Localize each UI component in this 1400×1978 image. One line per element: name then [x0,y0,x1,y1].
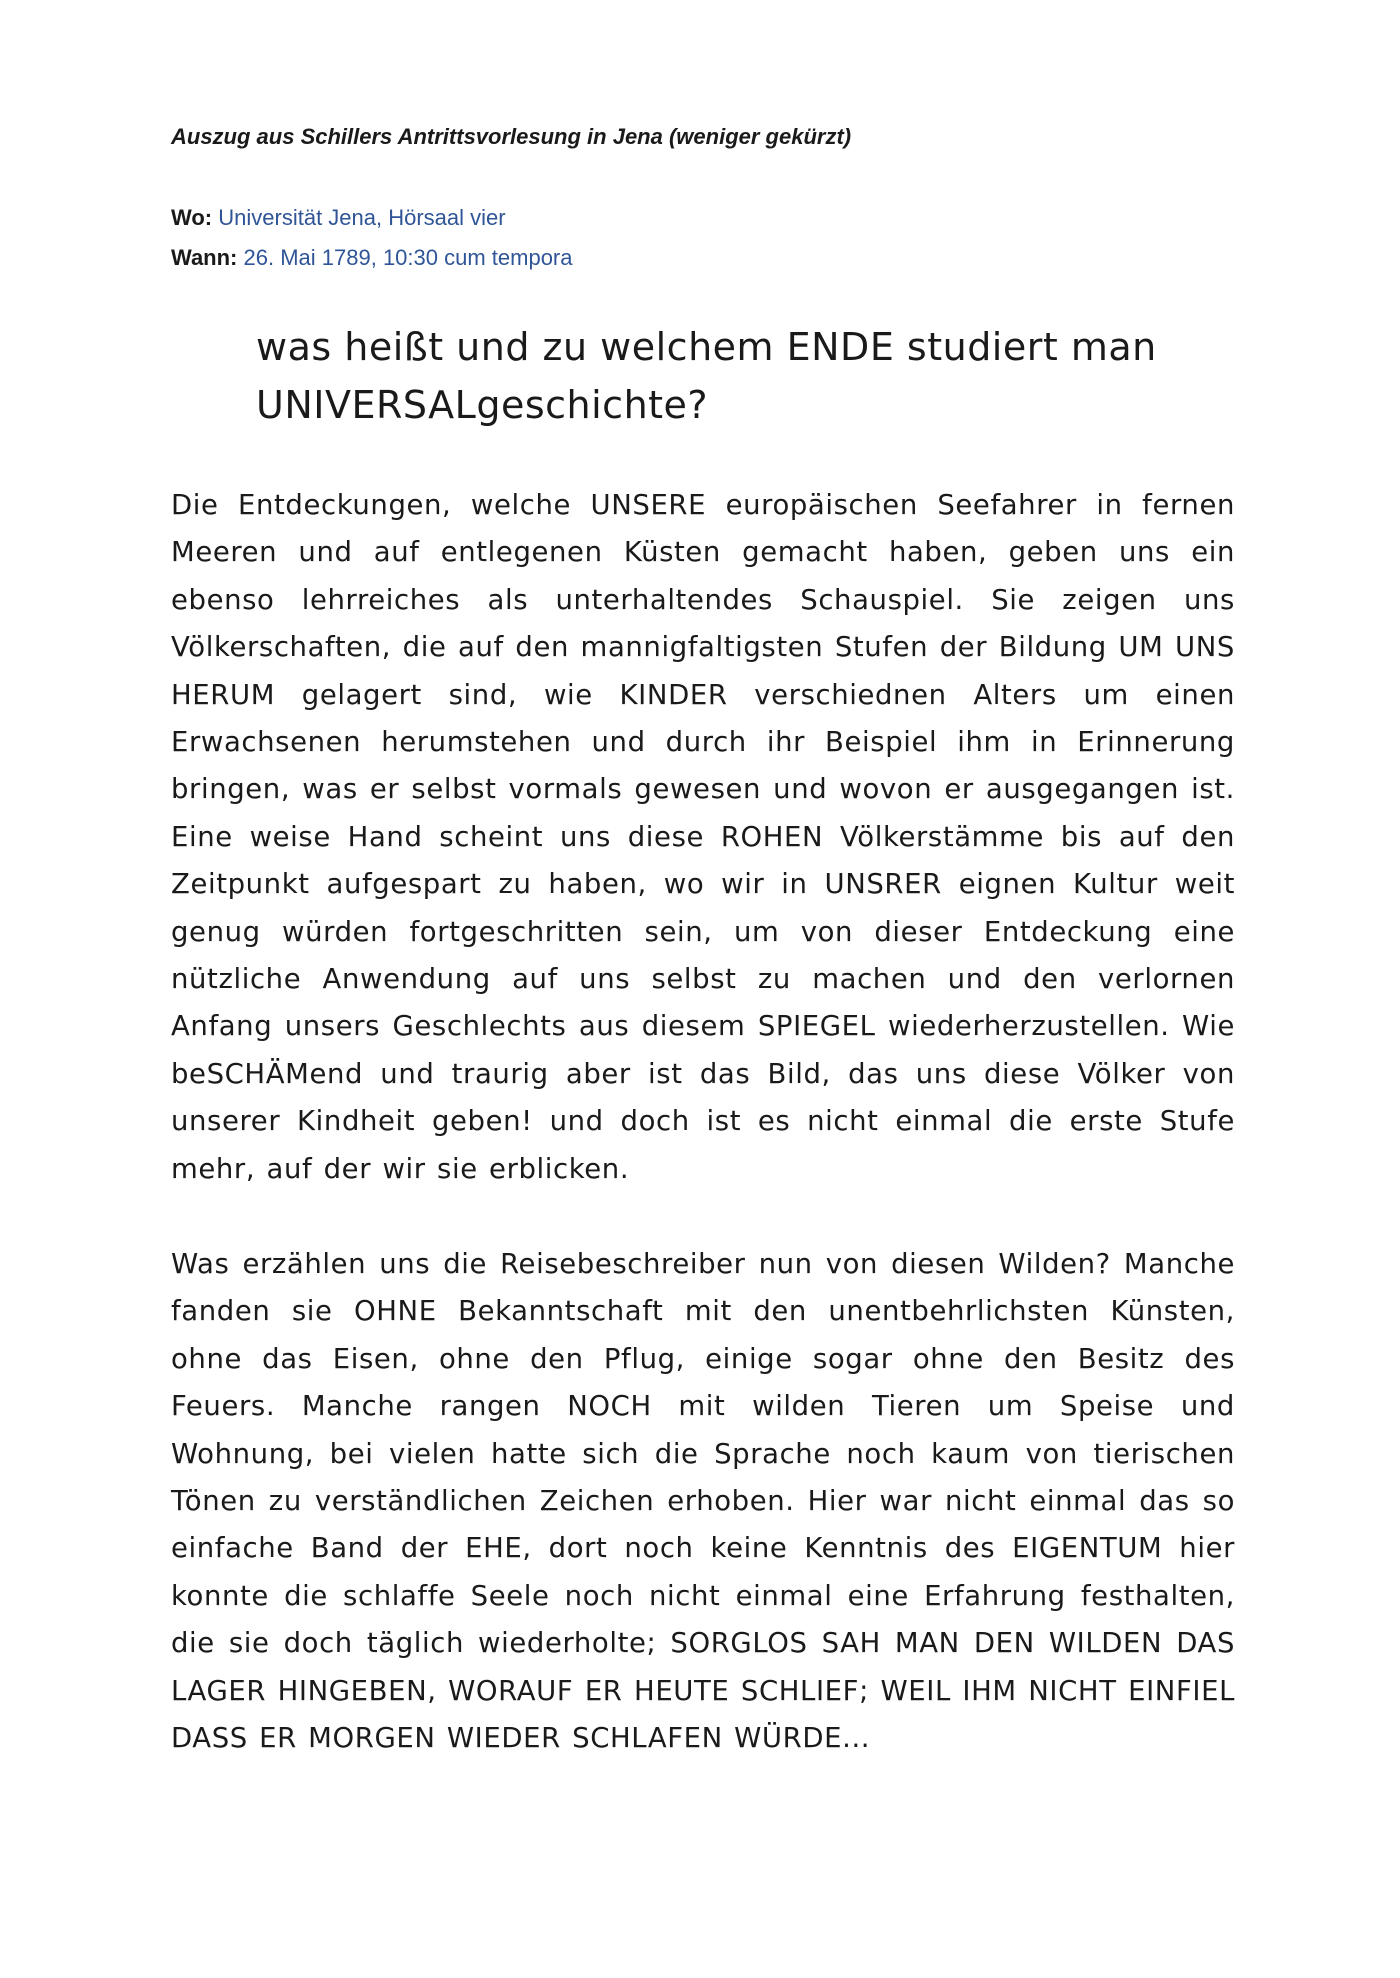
location-line [171,203,506,233]
body-paragraph: Die Entdeckungen, welche UNSERE europäischen Seefahrer in fernen Meeren und auf entlegenen Küsten gemacht haben, geben uns ein ebenso lehrreiches als unterhaltendes Schauspiel. Sie zeigen uns Völkerschaften, die auf den mannigfaltigsten Stufen der Bildung UM UNS HERUM gelagert sind, wie KINDER verschiednen Alters um einen Erwachsenen herumstehen und durch ihr Beispiel ihm in Erinnerung bringen, was er selbst vormals gewesen und wovon er ausgegangen ist. Eine weise Hand scheint uns diese ROHEN Völkerstämme bis auf den Zeitpunkt aufgespart zu haben, wo wir in UNSRER eignen Kultur weit genug würden fortgeschritten sein, um von dieser Entdeckung eine nützliche Anwendung auf uns selbst zu machen und den verlornen Anfang unsers Geschlechts aus diesem SPIEGEL wiederherzustellen. Wie beSCHÄMend und traurig aber ist das Bild, das uns diese Völker von unserer Kindheit geben! und doch ist es nicht einmal die erste Stufe mehr, auf der wir sie erblicken. [171,489,1235,1185]
body-paragraph: Was erzählen uns die Reisebeschreiber nun von diesen Wilden? Manche fanden sie OHNE Bekanntschaft mit den unentbehrlichsten Künsten, ohne das Eisen, ohne den Pflug, einige sogar ohne den Besitz des Feuers. Manche rangen NOCH mit wilden Tieren um Speise und Wohnung, bei vielen hatte sich die Sprache noch kaum von tierischen Tönen zu verständlichen Zeichen erhoben. Hier war nicht einmal das so einfache Band der EHE, dort noch keine Kenntnis des EIGENTUM hier konnte die schlaffe Seele noch nicht einmal eine Erfahrung festhalten, die sie doch täglich wiederholte; SORGLOS SAH MAN DEN WILDEN DAS LAGER HINGEBEN, WORAUF ER HEUTE SCHLIEF; WEIL IHM NICHT EINFIEL DASS ER MORGEN WIEDER SCHLAFEN WÜRDE... [171,1248,1235,1755]
location-label: Wo: [171,205,213,230]
location-value: Universität Jena, Hörsaal vier [218,205,506,230]
date-value: 26. Mai 1789, 10:30 cum tempora [243,245,573,270]
date-label: Wann: [171,245,238,270]
lecture-heading: was heißt und zu welchem ENDE studiert man UNIVERSALgeschichte? [256,325,1157,427]
document-title: Auszug aus Schillers Antrittsvorlesung in Jena (weniger gekürzt) [171,124,852,149]
date-line [171,243,572,273]
